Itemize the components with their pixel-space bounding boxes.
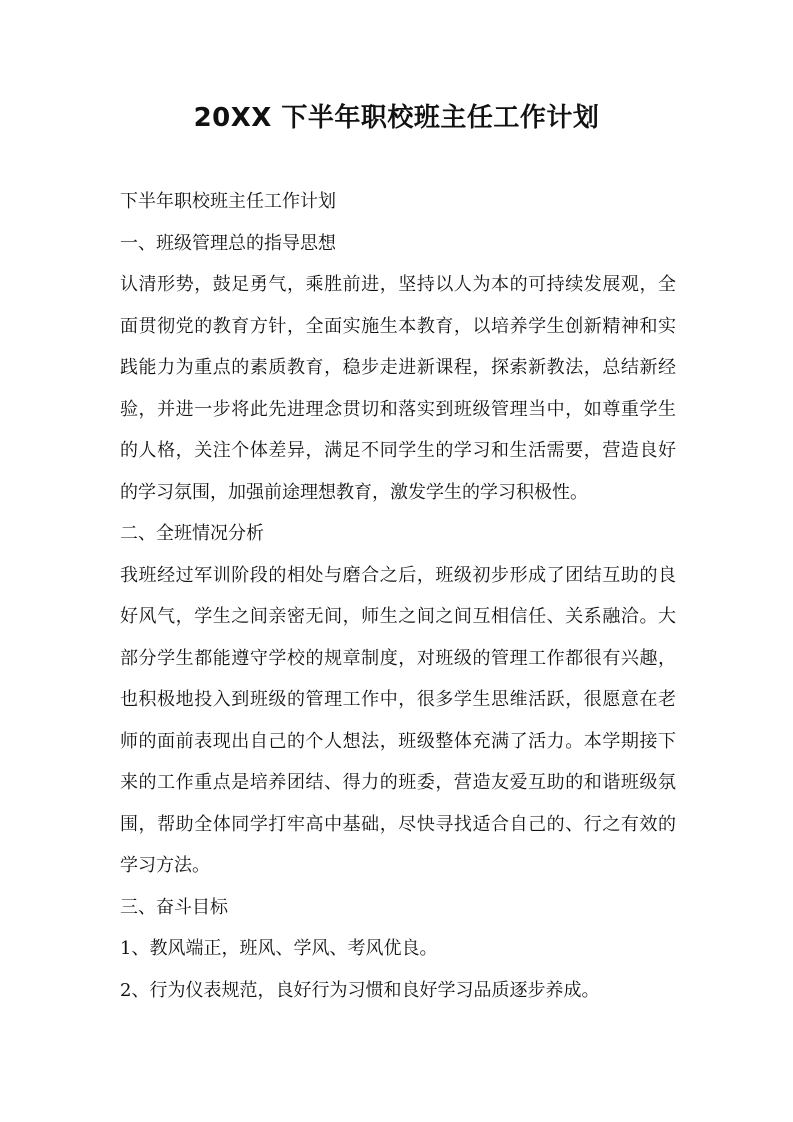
text-line: 部分学生都能遵守学校的规章制度，对班级的管理工作都很有兴趣， [120, 647, 676, 669]
text-line: 一、班级管理总的指导思想 [120, 232, 336, 254]
text-line: 2、行为仪表规范，良好行为习惯和良好学习品质逐步养成。 [120, 979, 600, 1001]
text-line: 的人格，关注个体差异，满足不同学生的学习和生活需要，营造良好 [120, 440, 676, 461]
text-line: 来的工作重点是培养团结、得力的班委，营造友爱互助的和谐班级氛 [120, 772, 676, 793]
text-line: 的学习氛围，加强前途理想教育，激发学生的学习积极性。 [120, 481, 588, 503]
document-body [120, 181, 676, 1011]
text-line: 好风气，学生之间亲密无间，师生之间之间互相信任、关系融洽。大 [120, 606, 676, 627]
text-line: 三、奋斗目标 [120, 896, 228, 918]
text-line: 二、全班情况分析 [120, 523, 264, 544]
text-line: 认清形势，鼓足勇气，乘胜前进，坚持以人为本的可持续发展观，全 [120, 274, 676, 295]
text-line: 面贯彻党的教育方针，全面实施生本教育，以培养学生创新精神和实 [120, 315, 676, 337]
text-line: 下半年职校班主任工作计划 [120, 191, 336, 212]
text-line: 师的面前表现出自己的个人想法，班级整体充满了活力。本学期接下 [120, 730, 676, 752]
text-line: 1、教风端正，班风、学风、考风优良。 [120, 938, 438, 959]
document-title: 20XX 下半年职校班主任工作计划 [193, 103, 600, 133]
text-line: 学习方法。 [120, 855, 210, 876]
text-line: 围，帮助全体同学打牢高中基础，尽快寻找适合自己的、行之有效的 [120, 813, 676, 835]
text-line: 也积极地投入到班级的管理工作中，很多学生思维活跃，很愿意在老 [120, 689, 676, 710]
text-line: 践能力为重点的素质教育，稳步走进新课程，探索新教法，总结新经 [120, 357, 676, 378]
text-line: 验，并进一步将此先进理念贯切和落实到班级管理当中，如尊重学生 [120, 398, 676, 420]
text-line: 我班经过军训阶段的相处与磨合之后，班级初步形成了团结互助的良 [120, 564, 676, 586]
